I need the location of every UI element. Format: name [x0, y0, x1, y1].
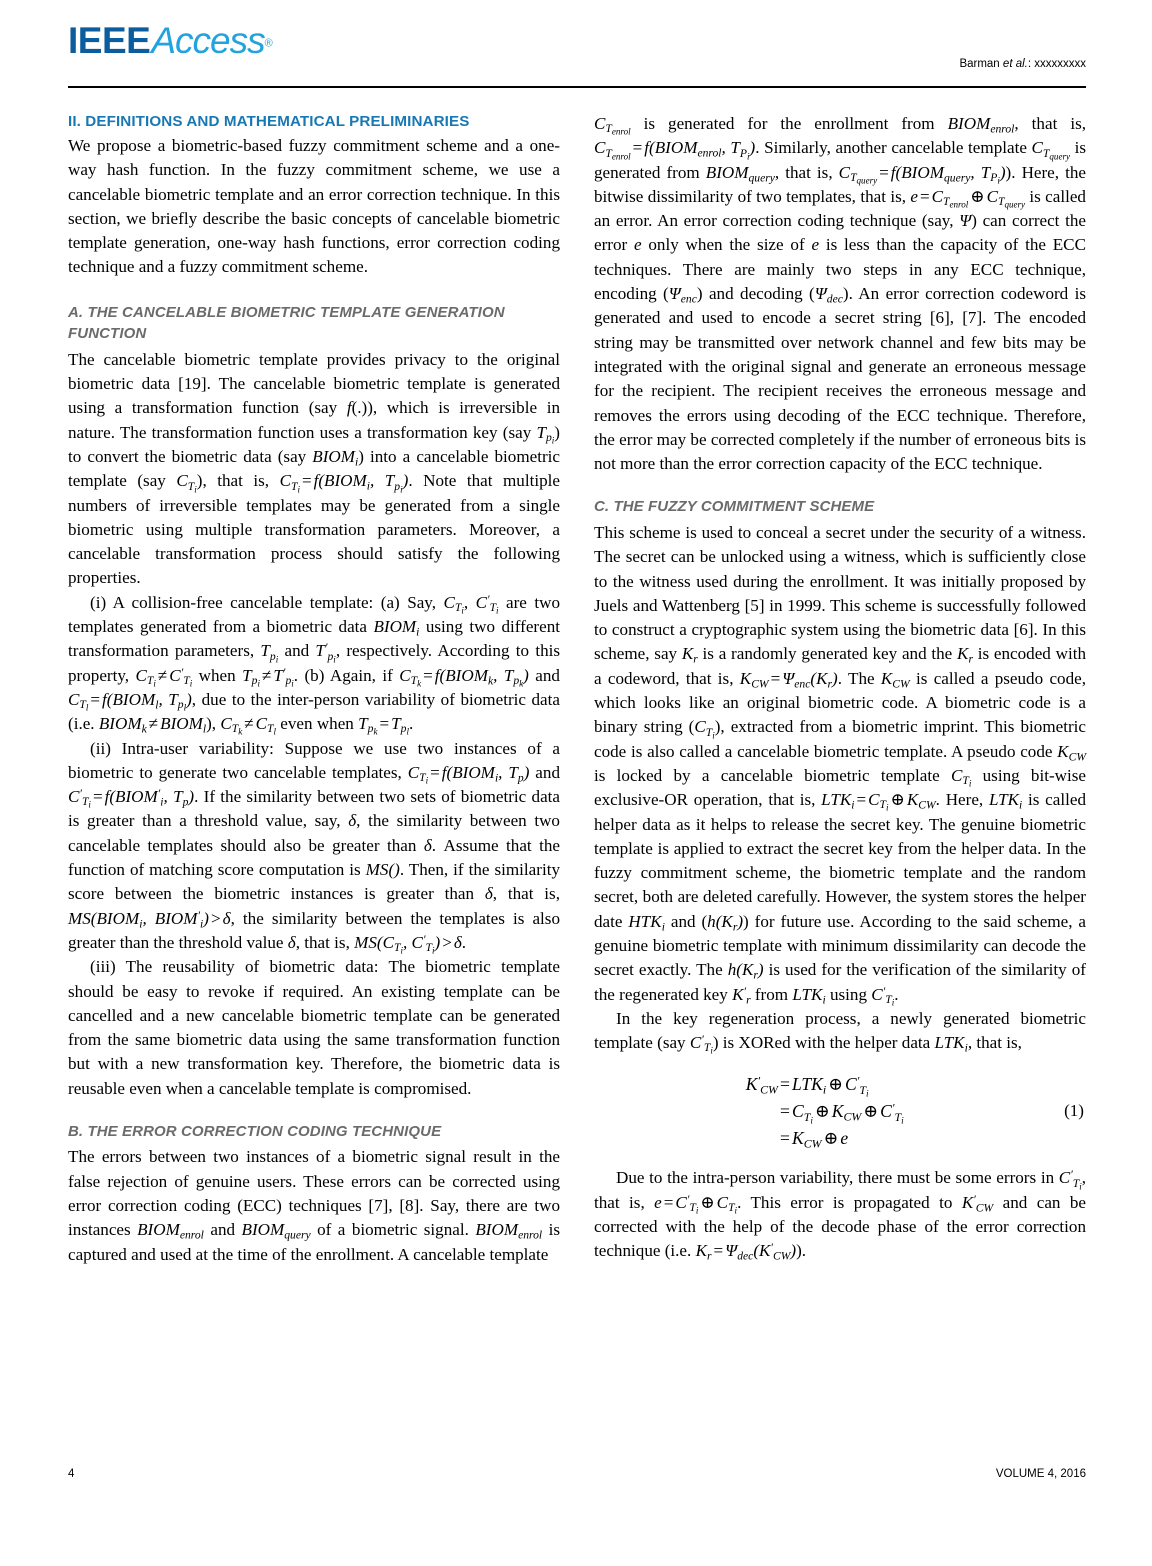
paragraph-c2 [594, 1007, 1086, 1056]
text-run: . [408, 714, 414, 734]
math-ms: MS() [365, 860, 400, 880]
text-run: ). An error correction codeword is generated and used to encode a secret string [6], [7]. The encoded string may be transmitted over network channel and few bits may be integrated with the original signal and generate an erroneous message for the recipient. The recipient receives the erroneous message and removes the errors using decoding of the ECC technique. Therefore, the error may be corrected completely if the number of erroneous bits is not more than the error correction capacity of the ECC technique. [594, 284, 1087, 474]
masthead [68, 22, 1086, 84]
math-tpi: $T_{p_i}$ [260, 641, 279, 665]
math-kr-eq-psidec: $K_r = \Psi_{dec}(K'_{CW})$ [695, 1241, 797, 1263]
math-biom-enrol: $BIOM_{enrol}$ [947, 114, 1015, 136]
math-delta: δ [423, 835, 432, 855]
text-run: of a biometric signal. [310, 1220, 476, 1240]
logo-access-text: Access [151, 20, 265, 61]
text-run: . (b) Again, if [293, 665, 400, 685]
paragraph-c1 [594, 521, 1086, 1007]
math-biom-query: $BIOM_{query}$ [241, 1220, 311, 1242]
text-run: is locked by a cancelable biometric template [594, 765, 951, 785]
text-run: is less than the capacity of the ECC techniques. There are mainly two steps in any ECC technique, encoding ( [594, 235, 1086, 304]
text-run: is generated for the enrollment from [630, 114, 948, 133]
text-run: is called a pseudo code, which looks like an original biometric code. A biometric code is a binary string ( [594, 668, 1086, 737]
math-biomi: $BIOM_i$ [373, 617, 420, 639]
math-delta: δ [484, 884, 493, 904]
subsection-heading-c: C. THE FUZZY COMMITMENT SCHEME [594, 498, 875, 516]
paragraph-a1: The cancelable biometric template provides privacy to the original biometric data [19]. The cancelable biometric template is generated using a transformation function (say f(.)), which is irreversible in nature. The transformation function uses a transformation key (say $T_{p_i}$) to convert the biometric data (say $BIOM_i$) into a cancelable biometric template (say $C_{T_i}$), that is, $C_{T_i}$ = $f(BIOM_i$, $T_{p_i}$). Note that multiple numbers of irreversible templates may be generated from a single biometric using multiple transformation parameters. Moreover, a cancelable transformation process should satisfy the following properties. [68, 349, 561, 588]
paragraph-b1-part2 [594, 112, 1086, 476]
math-h-kr: $h(K_r)$ [727, 960, 764, 982]
text-run: ) into a cancelable biometric template (say [68, 446, 561, 491]
math-e-eq-xor: $e = C_{T_{enrol}}$ ⊕ $C_{T_{query}}$ [910, 186, 1026, 210]
math-psi: Ψ [959, 211, 972, 231]
text-run: is encoded with a codeword, that is, [594, 644, 1086, 688]
running-head-author: Barman [959, 58, 1000, 70]
math-tpk-eq-tpl: $T_{p_k} = T_{p_l}$ [358, 714, 409, 738]
math-cti-prime: $C'_{T_i}$ [475, 592, 499, 616]
math-ltki: $LTK_i$ [792, 984, 826, 1006]
text-run: (i) A collision-free cancelable template: (a) Say, [90, 592, 444, 612]
math-biomi: $BIOM_i$ [312, 446, 359, 469]
math-cti-eq2: $C_{T_i}$ = $f(BIOM_i$, $T_p$) [407, 762, 530, 786]
math-ct-enrol: $C_{T_{enrol}}$ [594, 114, 631, 137]
text-run: . The [837, 668, 881, 688]
paragraph-a-i: (i) A collision-free cancelable template: (a) Say, $C_{T_i}$, $C'_{T_i}$ are two templates generated from a biometric data $BIOM_i$ using two different transformation parameters, $T_{p_i}$ and $T'_{p_i}$, respectively. According to this property, $C_{T_i} \ne C'_{T_i}$ when $T_{p_i} \ne T'_{p_i}$. (b) Again, if $C_{T_k}$ = $f(BIOM_k$, $T_{p_k}$) and $C_{T_l}$ = $f(BIOM_l$, $T_{p_l}$), due to the inter-person variability of biometric data (i.e. $BIOM_k$ ≠ $BIOM_l$), $C_{T_k} \ne C_{T_l}$ even when $T_{p_k} = T_{p_l}$. [68, 592, 561, 738]
text-run: ) and decoding ( [696, 284, 815, 304]
math-ltki-eq: $LTK_i = C_{T_i}$ ⊕ $K_{CW}$ [821, 790, 936, 813]
equation-1-lines [712, 1071, 904, 1152]
text-run: is generated from [594, 138, 1086, 182]
math-e: e [811, 235, 820, 255]
text-run: and [203, 1220, 242, 1240]
text-run: using [825, 984, 872, 1004]
math-ms-ct-gt-delta: $MS(C_{T_i}$, $C'_{T_i}) > \delta$ [354, 932, 462, 956]
math-ctk-eq: $C_{T_k}$ = $f(BIOM_k$, $T_{p_k}$) [399, 665, 529, 689]
math-psi-dec: $\Psi_{dec}$ [814, 284, 843, 306]
column-right [594, 112, 1086, 1264]
text-run: . [461, 932, 467, 952]
text-run: from [750, 984, 793, 1004]
math-cti-prime: $C'_{T_i}$ [1058, 1168, 1082, 1192]
text-run: , the similarity between two cancelable templates should also be greater than [68, 811, 560, 855]
text-run: ). Here, the bitwise dissimilarity of two templates, that is, [594, 162, 1086, 206]
math-cti-neq: $C_{T_i} \ne C'_{T_i}$ [135, 665, 193, 689]
text-run: ), which is irreversible in nature. The transformation function uses a transformation key (say [68, 398, 560, 442]
text-run: , due to the inter-person variability of biometric data (i.e. [68, 689, 560, 734]
text-run: . Note that multiple numbers of irreversible templates may be generated from a single biometric using multiple transformation parameters. Moreover, a cancelable transformation process should satisfy the following properties. [68, 471, 560, 588]
running-head-etal: et al. [1002, 58, 1028, 70]
paragraph-a-iii: (iii) The reusability of biometric data: The biometric template should be easy to revoke if required. An existing template can be cancelled and a new cancelable biometric template can be generated from the same biometric data using the same transformation function but with a new transformation key. Therefore, the biometric data is reusable even when a cancelable template is compromised. [68, 957, 560, 1098]
text-run: , that is, [594, 1168, 1086, 1212]
math-kr-prime: $K'_r$ [732, 984, 751, 1006]
text-run: . Then, if the similarity score between the biometric instances is greater than [68, 860, 560, 904]
math-kcw: $K_{CW}$ [1057, 741, 1086, 763]
math-delta: δ [348, 811, 357, 831]
text-run: ), that is, [196, 471, 280, 491]
text-run: ) to convert the biometric data (say [68, 422, 560, 466]
text-run: and [278, 641, 316, 661]
text-run: ) for future use. According to the said scheme, a genuine biometric template with minimum dissimilarity can decode the secret exactly. The [594, 911, 1087, 980]
math-ltki: $LTK_i$ [934, 1033, 968, 1055]
math-cti: $C_{T_i}$ [694, 717, 715, 741]
ieee-access-logo [68, 22, 273, 59]
math-ct-query-eq: $C_{T_{query}}$ = $f(BIOM_{query}$, $T_{P_i}$) [838, 162, 1006, 186]
equation-1-line-1: $K'_{CW} = LTK_i$ ⊕ $C'_{T_i}$ [745, 1074, 869, 1100]
paragraph-a-ii [68, 737, 560, 956]
math-kcw: $K_{CW}$ [880, 668, 910, 690]
equation-1-line-2: = $C_{T_i}$ ⊕ $K_{CW}$ ⊕ $C'_{T_i}$ [780, 1101, 904, 1127]
footer-page-number: 4 [68, 1468, 75, 1480]
column-left [68, 112, 560, 1267]
math-ct-enrol-eq: $C_{T_{enrol}}$ = $f(BIOM_{enrol}$, $T_{P_i}$) [594, 138, 756, 162]
math-tpi-neq: $T_{p_i} \ne T'_{p_i}$ [242, 665, 294, 689]
math-kcw-prime: $K'_{CW}$ [961, 1192, 994, 1215]
math-e-eq-cti-xor: $e = C'_{T_i}$ ⊕ $C_{T_i}$ [654, 1192, 738, 1216]
math-biom-enrol: $BIOM_{enrol}$ [137, 1220, 204, 1242]
math-biom-enrol: $BIOM_{enrol}$ [475, 1220, 543, 1242]
text-run: ) is XORed with the helper data [712, 1033, 935, 1053]
text-run: are two templates generated from a biometric data [68, 592, 561, 637]
math-cti: $C_{T_i}$ [950, 765, 972, 789]
text-run: In the key regeneration process, a newly generated biometric template (say [594, 1008, 1086, 1053]
text-run: ) can correct the error [594, 211, 1087, 255]
running-head [959, 58, 1086, 70]
text-run: using bit-wise exclusive-OR operation, that is, [594, 765, 1086, 810]
math-h-kr: $h(K_r)$ [707, 911, 744, 933]
text-run: and [529, 762, 560, 782]
text-run: . This error is propagated to [737, 1192, 962, 1212]
text-run: is used for the verification of the similarity of the regenerated key [594, 960, 1086, 1004]
math-e: e [634, 235, 642, 255]
logo-ieee-text: IEEE [68, 20, 151, 61]
text-run: . Assume that the function of matching score computation is [68, 835, 560, 880]
header-rule [68, 86, 1086, 88]
text-run: The cancelable biometric template provides privacy to the original biometric data [19]. The cancelable biometric template is generated using a transformation function (say [68, 349, 560, 418]
math-kr: $K_r$ [957, 644, 973, 666]
running-head-title: : xxxxxxxxx [1027, 58, 1086, 70]
text-run: and [528, 665, 560, 685]
math-cti-prime: $C'_{T_i}$ [689, 1032, 713, 1056]
math-tpi: $T_{p_i}$ [536, 422, 555, 446]
equation-1 [594, 1071, 1086, 1152]
text-run: is called helper data as it helps to release the secret key. The genuine biometric template is applied to extract the secret key from the helper data. In the fuzzy commitment scheme, the biometric template and the random secret, both are deleted carefully. However, the system stores the helper date [594, 790, 1086, 931]
math-f-dot: f [346, 398, 352, 418]
text-run: The errors between two instances of a biometric signal result in the false rejection of genuine users. These errors can be corrected using error correction coding (ECC) techniques [7], [8]. Say, there are two instances [68, 1147, 560, 1240]
math-tpi-prime: $T'_{p_i}$ [315, 641, 336, 665]
text-run: , that is, [774, 162, 839, 182]
text-run: . If the similarity between two sets of biometric data is greater than a threshold value, say, [68, 787, 560, 831]
text-run: is captured and used at the time of the enrollment. A cancelable template [68, 1220, 560, 1264]
text-run: is a randomly generated key and the [697, 644, 958, 664]
math-cti: $C_{T_i}$ [176, 471, 197, 495]
math-cti-prime: $C'_{T_i}$ [871, 984, 895, 1008]
math-kcw-eq-psienc: $K_{CW} = \Psi_{enc}(K_r)$ [739, 668, 838, 690]
paragraph-b1-part1 [68, 1145, 560, 1266]
subsection-heading-b: B. THE ERROR CORRECTION CODING TECHNIQUE [68, 1122, 442, 1140]
text-run: using two different transformation parameters, [68, 617, 560, 661]
text-run: (ii) Intra-user variability: Suppose we use two instances of a biometric to generate two cancelable templates, [68, 738, 560, 782]
math-kr: $K_r$ [681, 644, 698, 666]
paragraph-intro: We propose a biometric-based fuzzy commitment scheme and a one-way hash function. In the fuzzy commitment scheme, we use a cancelable biometric template and an error correction technique. In this section, we briefly describe the basic concepts of cancelable biometric template generation, one-way hash functions, error correction coding technique and a fuzzy commitment scheme. [68, 136, 560, 277]
paragraph-c3 [594, 1166, 1086, 1263]
footer-volume: VOLUME 4, 2016 [995, 1468, 1086, 1480]
text-run: ), extracted from a biometric imprint. This biometric code is also called a cancelable biometric template. A pseudo code [594, 717, 1086, 761]
text-run: ), [206, 714, 221, 734]
text-run: , that is, [295, 932, 355, 952]
text-run: . Similarly, another cancelable template [755, 138, 1032, 158]
section-heading-ii: II. DEFINITIONS AND MATHEMATICAL PRELIMINARIES [68, 113, 470, 130]
math-htki: $HTK_i$ [628, 911, 665, 933]
math-biom-query: $BIOM_{query}$ [705, 162, 775, 184]
text-run: , the similarity between the templates is also greater than the threshold value [68, 908, 560, 952]
subsection-heading-a: A. THE CANCELABLE BIOMETRIC TEMPLATE GENERATION FUNCTION [68, 303, 505, 343]
text-run: Due to the intra-person variability, there must be some errors in [616, 1168, 1059, 1188]
text-run: and ( [664, 911, 708, 931]
logo-registered-icon: ® [264, 37, 273, 50]
math-cti: $C_{T_i}$ [443, 592, 464, 616]
text-run: , that is, [492, 884, 560, 904]
text-run: . Here, [935, 790, 989, 810]
math-ltki: $LTK_i$ [988, 790, 1023, 812]
math-ms-biom-gt-delta: $MS(BIOM_i$, $BIOM'_i) > \delta$ [68, 908, 231, 930]
math-biomk-neq-bioml: $BIOM_k$ ≠ $BIOM_l$ [98, 714, 207, 736]
math-ctl-eq: $C_{T_l}$ = $f(BIOM_l$, $T_{p_l}$) [68, 689, 192, 713]
text-run: when [192, 665, 243, 685]
math-cti-eq-f: $C_{T_i}$ = $f(BIOM_i$, $T_{p_i}$) [279, 471, 409, 495]
text-run: This scheme is used to conceal a secret under the security of a witness. The secret can be unlocked using a witness, which is sufficiently close to the witness used during the enrollment. It was initially proposed by Juels and Wattenberg [5] in 1999. This scheme is successfully followed to construct a cryptographic system using the biometric data [6]. In this scheme, say [594, 522, 1086, 664]
math-ct-query: $C_{T_{query}}$ [1031, 138, 1070, 162]
math-psi-enc: $\Psi_{enc}$ [668, 284, 697, 306]
text-run: ). [796, 1241, 807, 1261]
equation-1-line-3: = $K_{CW}$ ⊕ e [780, 1128, 849, 1151]
text-run: , that is, [967, 1033, 1022, 1053]
text-run: only when the size of [641, 235, 812, 255]
page-footer [68, 1468, 1086, 1480]
math-delta: δ [287, 932, 296, 952]
equation-1-number: (1) [1064, 1101, 1084, 1121]
text-run: and can be corrected with the help of the decode phase of the error correction technique (i.e. [594, 1192, 1087, 1261]
math-cti-prime-eq: $C'_{T_i}$ = $f(BIOM'_i$, $T_p$) [68, 786, 195, 810]
text-run: , that is, [1014, 114, 1086, 133]
text-run: is called an error. An error correction coding technique (say, [594, 186, 1086, 231]
text-run: even when [276, 714, 359, 734]
text-run: . [894, 984, 899, 1004]
text-run: , respectively. According to this property, [68, 641, 561, 685]
math-ctk-neq-ctl: $C_{T_k} \ne C_{T_l}$ [220, 714, 276, 738]
